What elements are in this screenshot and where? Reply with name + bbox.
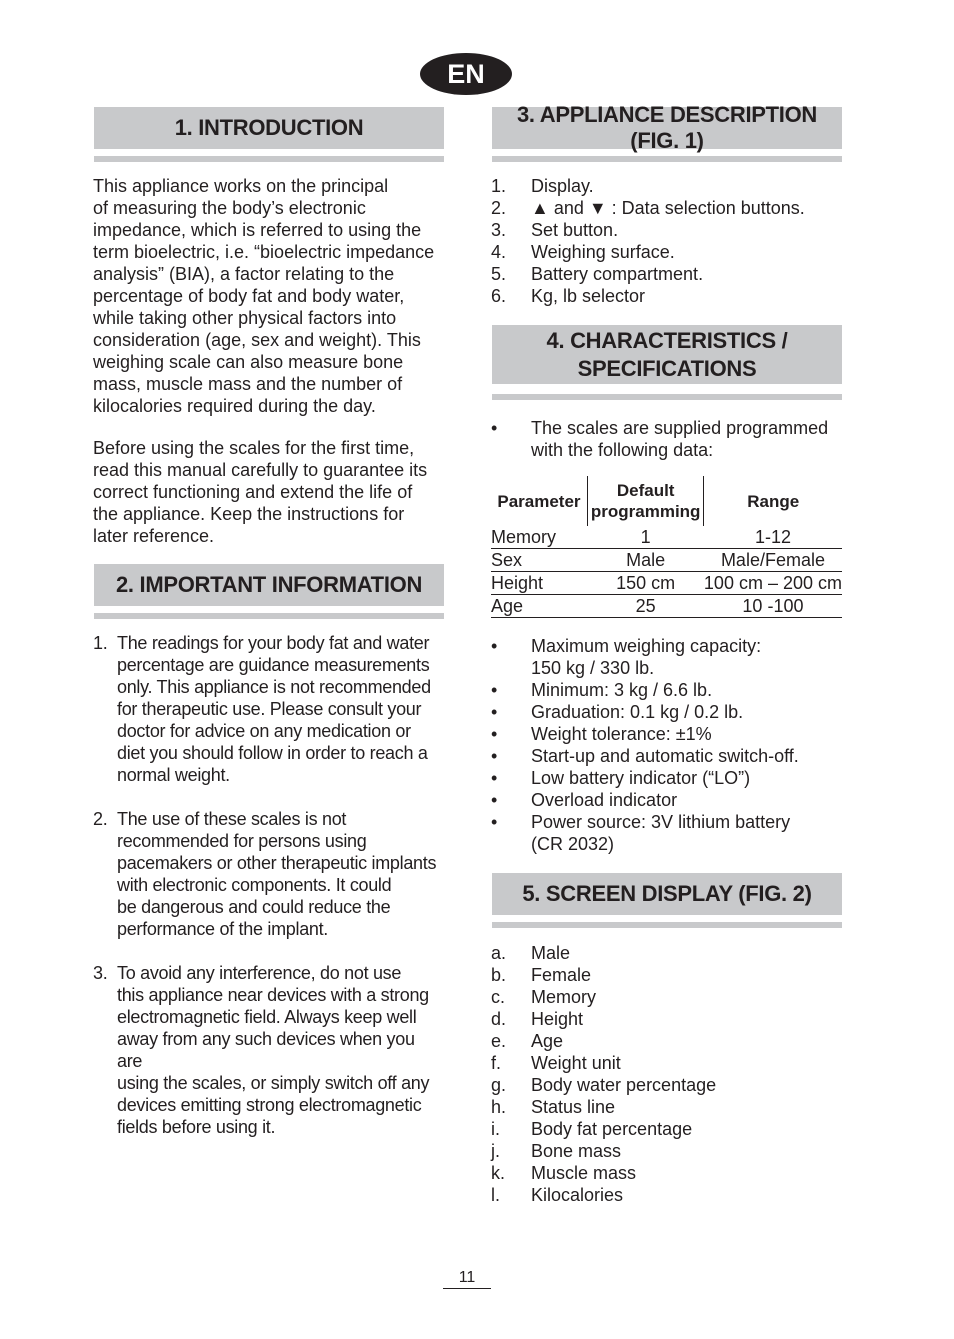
text-line: while taking other physical factors into (93, 308, 397, 328)
text-line: using the scales, or simply switch off any (117, 1073, 430, 1093)
list-item-text: Age (531, 1031, 564, 1051)
header-line: programming (590, 502, 701, 521)
screen-display-heading: 5. SCREEN DISPLAY (FIG. 2) (492, 873, 842, 915)
list-item (491, 219, 843, 241)
list-item (491, 723, 843, 745)
list-item (93, 962, 443, 1138)
header-line: Default (616, 481, 675, 500)
list-item-text: Male (531, 943, 571, 963)
text-line: consideration (age, sex and weight). This (93, 330, 421, 350)
list-item (491, 942, 843, 964)
appliance-description-rule (492, 156, 842, 162)
table-cell: 1-12 (704, 526, 842, 549)
text-line: 150 kg / 330 lb. (531, 658, 655, 678)
bullet-marker: • (491, 812, 498, 832)
text-line: this appliance near devices with a strong (117, 985, 429, 1005)
list-marker: 3. (491, 220, 507, 240)
introduction-paragraph-1 (93, 175, 445, 417)
table-row (491, 572, 842, 595)
text-line: for therapeutic use. Please consult your (117, 699, 422, 719)
list-marker: c. (491, 987, 506, 1007)
text-line: Power source: 3V lithium battery (531, 812, 791, 832)
list-marker: g. (491, 1075, 507, 1095)
list-item (491, 1118, 843, 1140)
text-line: pacemakers or other therapeutic implants (117, 853, 437, 873)
appliance-description-list (491, 175, 843, 307)
list-item-text: Kg, lb selector (531, 286, 646, 306)
bullet-marker: • (491, 680, 498, 700)
list-item (491, 1074, 843, 1096)
list-item (491, 285, 843, 307)
list-item (491, 701, 843, 723)
list-item-text: Memory (531, 987, 597, 1007)
text-line: doctor for advice on any medication or (117, 721, 411, 741)
list-item-text: Weighing surface. (531, 242, 675, 262)
list-item-text: Weight tolerance: ±1% (531, 724, 712, 744)
list-item (93, 632, 443, 786)
text-line: This appliance works on the principal (93, 176, 389, 196)
text-line: term bioelectric, i.e. “bioelectric impedance (93, 242, 435, 262)
table-cell: 150 cm (587, 572, 704, 595)
bullet-marker: • (491, 768, 498, 788)
text-line: be dangerous and could reduce the (117, 897, 391, 917)
list-item (491, 197, 843, 219)
text-line: performance of the implant. (117, 919, 329, 939)
important-information-list (93, 632, 443, 1160)
list-item (491, 767, 843, 789)
list-marker: 3. (93, 963, 108, 983)
table-cell: 25 (587, 595, 704, 618)
text-line: mass, muscle mass and the number of (93, 374, 403, 394)
list-marker: i. (491, 1119, 500, 1139)
list-item-text: Start-up and automatic switch-off. (531, 746, 799, 766)
appliance-description-heading: 3. APPLIANCE DESCRIPTION (FIG. 1) (492, 107, 842, 149)
list-item (491, 1052, 843, 1074)
text-line: analysis” (BIA), a factor relating to the (93, 264, 395, 284)
list-item (491, 811, 843, 855)
list-item-text: Set button. (531, 220, 619, 240)
list-item (491, 241, 843, 263)
list-item-text: Graduation: 0.1 kg / 0.2 lb. (531, 702, 744, 722)
introduction-rule (94, 156, 444, 162)
list-marker: 5. (491, 264, 507, 284)
table-row (491, 549, 842, 572)
list-item (491, 964, 843, 986)
important-information-rule (94, 613, 444, 619)
list-item (491, 175, 843, 197)
bullet-marker: • (491, 418, 498, 438)
list-marker: 2. (491, 198, 507, 218)
list-item-text: ▲ and ▼ : Data selection buttons. (531, 198, 805, 218)
text-line: of measuring the body’s electronic (93, 198, 366, 218)
list-item-text: Status line (531, 1097, 616, 1117)
list-marker: 6. (491, 286, 507, 306)
table-cell: 1 (587, 526, 704, 549)
list-marker: 2. (93, 809, 108, 829)
list-item-text: Minimum: 3 kg / 6.6 lb. (531, 680, 713, 700)
screen-display-rule (492, 922, 842, 928)
table-cell: Height (491, 572, 587, 595)
list-item-text: Weight unit (531, 1053, 621, 1073)
list-marker: k. (491, 1163, 506, 1183)
table-cell: 10 -100 (704, 595, 842, 618)
list-item-text: Height (531, 1009, 584, 1029)
text-line: with the following data: (531, 440, 714, 460)
text-line: normal weight. (117, 765, 230, 785)
list-item-text (531, 417, 843, 461)
list-item-text (531, 811, 843, 855)
bullet-marker: • (491, 702, 498, 722)
text-line: percentage are guidance measurements (117, 655, 430, 675)
characteristics-rule (492, 394, 842, 400)
screen-display-list (491, 942, 843, 1206)
text-line: The readings for your body fat and water (117, 633, 430, 653)
text-line: only. This appliance is not recommended (117, 677, 431, 697)
list-marker: a. (491, 943, 507, 963)
list-marker: e. (491, 1031, 507, 1051)
list-marker: h. (491, 1097, 507, 1117)
text-line: later reference. (93, 526, 215, 546)
text-line: kilocalories required during the day. (93, 396, 376, 416)
list-item-text: Body water percentage (531, 1075, 717, 1095)
bullet-marker: • (491, 636, 498, 656)
table-header-row (491, 476, 842, 526)
list-marker: l. (491, 1185, 500, 1205)
list-item (491, 1030, 843, 1052)
table-cell: 100 cm – 200 cm (703, 573, 842, 593)
list-item (93, 808, 443, 940)
list-marker: j. (491, 1141, 500, 1161)
text-line: with electronic components. It could (117, 875, 392, 895)
list-item-text: Bone mass (531, 1141, 622, 1161)
column-header-range: Range (704, 476, 842, 526)
list-item (491, 745, 843, 767)
text-line: Maximum weighing capacity: (531, 636, 762, 656)
text-line: impedance, which is referred to using the (93, 220, 422, 240)
text-line: percentage of body fat and body water, (93, 286, 405, 306)
list-item-text (531, 635, 843, 679)
list-item-text (117, 632, 443, 786)
list-item (491, 1184, 843, 1206)
characteristics-heading (492, 325, 842, 384)
column-header-default (587, 476, 704, 526)
text-line: read this manual carefully to guarantee its (93, 460, 428, 480)
list-item (491, 789, 843, 811)
table-cell: Age (491, 595, 587, 618)
list-item-text: Low battery indicator (“LO”) (531, 768, 751, 788)
list-item (491, 1140, 843, 1162)
list-item-text: Overload indicator (531, 790, 678, 810)
table-cell: Sex (491, 549, 587, 572)
text-line: correct functioning and extend the life of (93, 482, 413, 502)
list-marker: 4. (491, 242, 507, 262)
list-item (491, 635, 843, 679)
heading-line: 4. CHARACTERISTICS / (546, 327, 788, 353)
list-item-text: Display. (531, 176, 594, 196)
list-item-text: Female (531, 965, 592, 985)
list-marker: d. (491, 1009, 507, 1029)
bullet-marker: • (491, 746, 498, 766)
default-settings-table (491, 476, 842, 618)
list-item-text: Kilocalories (531, 1185, 624, 1205)
list-item (491, 263, 843, 285)
list-item (491, 986, 843, 1008)
list-item (491, 1096, 843, 1118)
introduction-heading: 1. INTRODUCTION (94, 107, 444, 149)
text-line: Before using the scales for the first time, (93, 438, 415, 458)
table-cell: Memory (491, 526, 587, 549)
bullet-marker: • (491, 724, 498, 744)
list-item (491, 417, 843, 461)
list-marker: f. (491, 1053, 502, 1073)
text-line: electromagnetic field. Always keep well (117, 1007, 417, 1027)
table-cell: Male/Female (704, 549, 842, 572)
text-line: devices emitting strong electromagnetic (117, 1095, 422, 1115)
text-line: weighing scale can also measure bone (93, 352, 404, 372)
heading-line: SPECIFICATIONS (577, 355, 757, 381)
list-marker: 1. (93, 633, 108, 653)
specifications-list (491, 635, 843, 855)
important-information-heading: 2. IMPORTANT INFORMATION (94, 564, 444, 606)
bullet-marker: • (491, 790, 498, 810)
list-item-text: Muscle mass (531, 1163, 637, 1183)
list-item-text (117, 962, 443, 1138)
column-header-parameter: Parameter (497, 491, 581, 511)
list-item-text: Battery compartment. (531, 264, 704, 284)
list-item-text (117, 808, 443, 940)
table-cell: Male (587, 549, 704, 572)
introduction-paragraph-2 (93, 437, 445, 547)
characteristics-intro (491, 417, 843, 461)
text-line: The use of these scales is not (117, 809, 347, 829)
text-line: To avoid any interference, do not use (117, 963, 402, 983)
text-line: diet you should follow in order to reach a (117, 743, 428, 763)
text-line: fields before using it. (117, 1117, 276, 1137)
text-line: away from any such devices when you are (117, 1029, 415, 1071)
list-item (491, 679, 843, 701)
text-line: recommended for persons using (117, 831, 367, 851)
table-row (491, 526, 842, 549)
list-item-text: Body fat percentage (531, 1119, 693, 1139)
list-marker: b. (491, 965, 507, 985)
list-item (491, 1008, 843, 1030)
language-badge: EN (420, 53, 512, 95)
text-line: the appliance. Keep the instructions for (93, 504, 405, 524)
list-item (491, 1162, 843, 1184)
table-row (491, 595, 842, 618)
text-line: The scales are supplied programmed (531, 418, 829, 438)
page-number: 11 (443, 1268, 491, 1289)
list-marker: 1. (491, 176, 507, 196)
text-line: (CR 2032) (531, 834, 615, 854)
